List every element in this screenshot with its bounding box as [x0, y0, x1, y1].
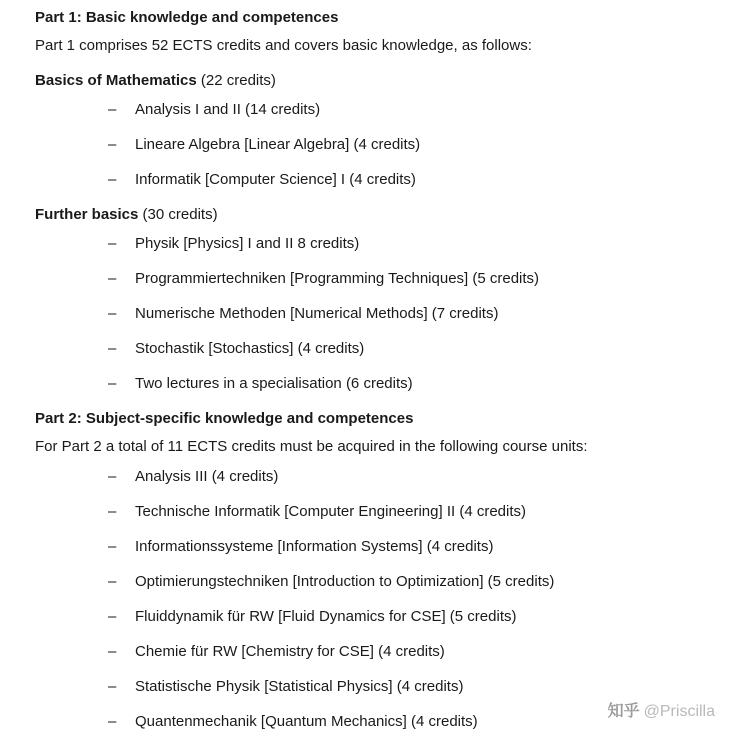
dash-marker: –	[108, 101, 117, 118]
list-item	[35, 678, 721, 695]
list-item-text: Optimierungstechniken [Introduction to Optimization] (5 credits)	[135, 573, 555, 590]
list-item-text: Informatik [Computer Science] I (4 credits)	[135, 171, 416, 188]
list-item	[35, 171, 721, 188]
list-item	[35, 305, 721, 322]
list-item-text: Chemie für RW [Chemistry for CSE] (4 credits)	[135, 643, 445, 660]
list-item-text: Stochastik [Stochastics] (4 credits)	[135, 340, 365, 357]
list-item	[35, 573, 721, 590]
dash-marker: –	[108, 573, 117, 590]
group-credits: (30 credits)	[138, 206, 218, 223]
list-item-text: Physik [Physics] I and II 8 credits)	[135, 235, 360, 252]
watermark-username: @Priscilla	[643, 703, 715, 720]
dash-marker: –	[108, 375, 117, 392]
group-title-further-basics	[35, 206, 721, 223]
group-credits: (22 credits)	[196, 72, 276, 89]
dash-marker: –	[108, 678, 117, 695]
list-item	[35, 503, 721, 520]
dash-marker: –	[108, 305, 117, 322]
zhihu-logo-text: 知乎	[607, 703, 640, 720]
group-name: Further basics	[35, 206, 139, 223]
list-item-text: Analysis I and II (14 credits)	[135, 101, 321, 118]
list-item	[35, 235, 721, 252]
group-title-basics-of-mathematics	[35, 72, 721, 89]
list-item-text: Statistische Physik [Statistical Physics] (4 credits)	[135, 678, 464, 695]
dash-marker: –	[108, 538, 117, 555]
list-item	[35, 468, 721, 485]
dash-marker: –	[108, 468, 117, 485]
dash-marker: –	[108, 713, 117, 730]
part2-intro: For Part 2 a total of 11 ECTS credits must be acquired in the following course units:	[35, 438, 588, 455]
watermark	[608, 703, 715, 721]
part2-heading: Part 2: Subject-specific knowledge and competences	[35, 410, 414, 427]
list-item	[35, 538, 721, 555]
dash-marker: –	[108, 235, 117, 252]
further-basics-list	[35, 235, 721, 392]
list-item-text: Informationssysteme [Information Systems] (4 credits)	[135, 538, 494, 555]
basics-of-mathematics-list	[35, 101, 721, 188]
part1-heading: Part 1: Basic knowledge and competences	[35, 9, 339, 26]
part2-list	[35, 468, 721, 730]
dash-marker: –	[108, 503, 117, 520]
list-item	[35, 101, 721, 118]
list-item	[35, 375, 721, 392]
part1-intro: Part 1 comprises 52 ECTS credits and covers basic knowledge, as follows:	[35, 37, 532, 54]
dash-marker: –	[108, 171, 117, 188]
list-item-text: Technische Informatik [Computer Engineering] II (4 credits)	[135, 503, 527, 520]
list-item-text: Analysis III (4 credits)	[135, 468, 279, 485]
list-item-text: Lineare Algebra [Linear Algebra] (4 credits)	[135, 136, 421, 153]
dash-marker: –	[108, 340, 117, 357]
list-item	[35, 340, 721, 357]
list-item-text: Programmiertechniken [Programming Techniques] (5 credits)	[135, 270, 540, 287]
dash-marker: –	[108, 643, 117, 660]
list-item	[35, 643, 721, 660]
dash-marker: –	[108, 136, 117, 153]
list-item-text: Quantenmechanik [Quantum Mechanics] (4 credits)	[135, 713, 478, 730]
list-item-text: Fluiddynamik für RW [Fluid Dynamics for CSE] (5 credits)	[135, 608, 517, 625]
list-item-text: Two lectures in a specialisation (6 credits)	[135, 375, 413, 392]
dash-marker: –	[108, 608, 117, 625]
list-item	[35, 136, 721, 153]
dash-marker: –	[108, 270, 117, 287]
list-item-text: Numerische Methoden [Numerical Methods] (7 credits)	[135, 305, 499, 322]
list-item	[35, 270, 721, 287]
list-item	[35, 608, 721, 625]
group-name: Basics of Mathematics	[35, 72, 197, 89]
